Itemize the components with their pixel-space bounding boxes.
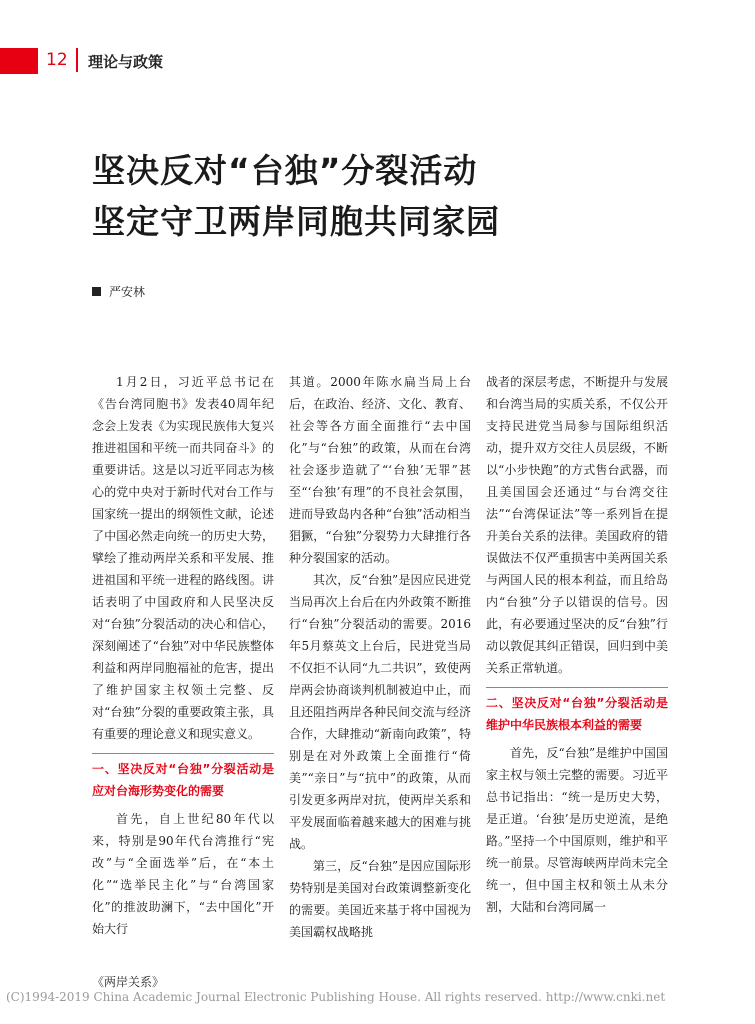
article-title-line1: 坚决反对“台独”分裂活动	[92, 151, 478, 190]
article-title-line2: 坚定守卫两岸同胞共同家园	[92, 202, 500, 241]
header-accent-bar	[0, 48, 38, 74]
text-column-3	[486, 371, 668, 918]
author-line	[92, 283, 145, 300]
page-number: 12	[46, 50, 68, 70]
paragraph: 首先，反“台独”是维护中国国家主权与领土完整的需要。习近平总书记指出：“统一是历史大势，是正道。‘台独’是历史逆流，是绝路。”坚持一个中国原则，维护和平统一前景。尽管海峡两岸尚未完全统一，但中国主权和领土从未分割，大陆和台湾同属一	[486, 746, 668, 914]
copyright-watermark: (C)1994-2019 China Academic Journal Electronic Publishing House. All rights reserved. http://www.cnki.net	[6, 990, 666, 1004]
author-name: 严安林	[109, 285, 146, 299]
section-heading-1: 一、坚决反对“台独”分裂活动是应对台海形势变化的需要	[92, 753, 274, 802]
paragraph: 其次，反“台独”是因应民进党当局再次上台后在内外政策不断推行“台独”分裂活动的需要。2016年5月蔡英文上台后，民进党当局不仅拒不认同“九二共识”，致使两岸两会协商谈判机制被迫中止，而且还阻挡两岸各种民间交流与经济合作，大肆推动“新南向政策”，特别是在对外政策上全面推行“倚美”“亲日”与“抗中”的政策，从而引发更多两岸对抗，使两岸关系和平发展面临着越来越大的困难与挑战。	[289, 573, 471, 851]
square-bullet-icon	[92, 287, 101, 296]
text-column-1	[92, 371, 274, 940]
journal-name: 《两岸关系》	[92, 975, 165, 989]
paragraph: 战者的深层考虑，不断提升与发展和台湾当局的实质关系，不仅公开支持民进党当局参与国际组织活动，提升双方交往人员层级，不断以“小步快跑”的方式售台武器，而且美国国会还通过“与台湾交往法”“台湾保证法”等一系列旨在提升美台关系的法律。美国政府的错误做法不仅严重损害中美两国关系与两国人民的根本利益，而且给岛内“台独”分子以错误的信号。因此，有必要通过坚决的反“台独”行动以敦促其纠正错误，回归到中美关系正常轨道。	[486, 375, 668, 675]
section-title: 理论与政策	[88, 53, 164, 71]
text-column-2	[289, 371, 471, 943]
paragraph: 第三，反“台独”是因应国际形势特别是美国对台政策调整新变化的需要。美国近来基于将中国视为美国霸权战略挑	[289, 859, 471, 939]
header-divider	[76, 48, 78, 72]
paragraph: 其道。2000年陈水扁当局上台后，在政治、经济、文化、教育、社会等各方面全面推行“去中国化”与“台独”的政策，从而在台湾社会逐步造就了“‘台独’无罪”甚至“‘台独’有理”的不良社会氛围，进而导致岛内各种“台独”活动相当猖獗，“台独”分裂势力大肆推行各种分裂国家的活动。	[289, 375, 471, 565]
paragraph: 首先，自上世纪80年代以来，特别是90年代台湾推行“宪改”与“全面选举”后，在“本土化”“选举民主化”与“台湾国家化”的推波助澜下，“去中国化”开始大行	[92, 812, 274, 936]
paragraph: 1月2日，习近平总书记在《告台湾同胞书》发表40周年纪念会上发表《为实现民族伟大复兴 推进祖国和平统一而共同奋斗》的重要讲话。这是以习近平同志为核心的党中央对于新时代对台工作与国家统一提出的纲领性文献，论述了中国必然走向统一的历史大势，擘绘了推动两岸关系和平发展、推进祖国和平统一进程的路线图。讲话表明了中国政府和人民坚决反对“台独”分裂活动的决心和信心，深刻阐述了“台独”对中华民族整体利益和两岸同胞福祉的危害，提出了维护国家主权领土完整、反对“台独”分裂的重要政策主张，具有重要的理论意义和现实意义。	[92, 375, 274, 741]
section-heading-2: 二、坚决反对“台独”分裂活动是维护中华民族根本利益的需要	[486, 687, 668, 736]
